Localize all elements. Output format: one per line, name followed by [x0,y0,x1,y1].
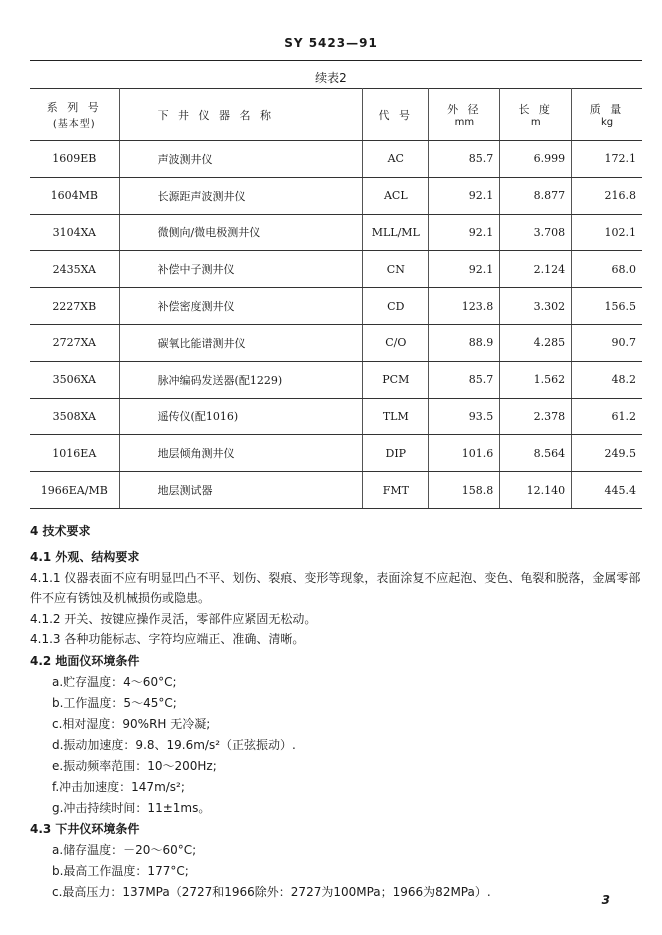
cell-series: 3508XA [30,398,119,435]
cell-code: MLL/ML [363,214,429,251]
cell-od: 123.8 [429,288,500,325]
cell-name: 补偿中子测井仪 [119,251,363,288]
section-4-1-2: 4.1.2 开关、按键应操作灵活，零部件应紧固无松动。 [30,612,317,626]
section-4-2-item-a: a.贮存温度：4～60°C; [52,675,177,689]
table-row [30,324,642,361]
cell-mass: 68.0 [572,251,642,288]
cell-name: 碳氧比能谱测井仪 [119,324,363,361]
header-series-sub: (基本型) [52,119,96,130]
section-4-1-1: 4.1.1 仪器表面不应有明显凹凸不平、划伤、裂痕、变形等现象，表面涂复不应起泡、变色、龟裂和脱落，金属零部件不应有锈蚀及机械损伤或隐患。 [30,571,641,605]
section-4-3-item-b: b.最高工作温度：177°C; [52,864,189,878]
cell-mass: 61.2 [572,398,642,435]
cell-od: 92.1 [429,177,500,214]
table-row [30,251,642,288]
section-4-1-heading: 4.1 外观、结构要求 [30,550,140,564]
cell-mass: 249.5 [572,435,642,472]
header-len-label: 长 度 [518,103,553,116]
cell-name: 地层测试器 [119,472,363,509]
cell-code: TLM [363,398,429,435]
cell-mass: 90.7 [572,324,642,361]
cell-series: 1609EB [30,141,119,178]
cell-code: CN [363,251,429,288]
page-number: 3 [601,893,610,907]
cell-series: 3506XA [30,361,119,398]
section-4-2-item-b: b.工作温度：5～45°C; [52,696,177,710]
cell-series: 2435XA [30,251,119,288]
header-mass [572,89,642,141]
cell-code: PCM [363,361,429,398]
cell-od: 85.7 [429,141,500,178]
cell-code: ACL [363,177,429,214]
header-od [429,89,500,141]
cell-mass: 48.2 [572,361,642,398]
cell-mass: 172.1 [572,141,642,178]
cell-len: 6.999 [500,141,572,178]
section-4-2-item-d: d.振动加速度：9.8、19.6m/s²（正弦振动）. [52,738,296,752]
cell-len: 2.378 [500,398,572,435]
cell-name: 补偿密度测井仪 [119,288,363,325]
table-row [30,288,642,325]
header-rule [30,60,642,61]
section-4-1-3: 4.1.3 各种功能标志、字符均应端正、准确、清晰。 [30,632,305,646]
table-row [30,398,642,435]
header-od-label: 外 径 [447,103,482,116]
document-header: SY 5423—91 [284,36,378,50]
cell-code: DIP [363,435,429,472]
section-4-2-item-g: g.冲击持续时间：11±1ms。 [52,801,211,815]
table-row [30,141,642,178]
table-row [30,361,642,398]
header-len [500,89,572,141]
header-code [363,89,429,141]
cell-series: 2727XA [30,324,119,361]
cell-len: 12.140 [500,472,572,509]
header-series-label: 系 列 号 [46,101,102,114]
table-row [30,214,642,251]
cell-len: 8.564 [500,435,572,472]
header-code-label: 代 号 [378,108,414,122]
cell-od: 101.6 [429,435,500,472]
table-header-row [30,89,642,141]
cell-len: 1.562 [500,361,572,398]
section-4-2-heading: 4.2 地面仪环境条件 [30,654,140,668]
header-series [30,89,119,141]
table-caption: 续表2 [315,71,347,85]
header-od-unit: mm [454,117,475,128]
cell-mass: 102.1 [572,214,642,251]
cell-series: 3104XA [30,214,119,251]
cell-series: 1966EA/MB [30,472,119,509]
table-row [30,435,642,472]
cell-code: AC [363,141,429,178]
section-4-3-item-a: a.储存温度：－20～60°C; [52,843,197,857]
cell-name: 微侧向/微电极测井仪 [119,214,363,251]
cell-len: 3.708 [500,214,572,251]
cell-mass: 216.8 [572,177,642,214]
cell-name: 脉冲编码发送器(配1229) [119,361,363,398]
section-4-3-heading: 4.3 下井仪环境条件 [30,822,140,836]
section-4-2-item-e: e.振动频率范围：10～200Hz; [52,759,217,773]
header-len-unit: m [530,117,541,128]
cell-od: 85.7 [429,361,500,398]
header-name-label: 下 井 仪 器 名 称 [157,108,275,122]
header-name [119,89,363,141]
header-mass-label: 质 量 [589,103,625,116]
cell-od: 92.1 [429,251,500,288]
cell-len: 2.124 [500,251,572,288]
cell-od: 88.9 [429,324,500,361]
section-4-3-item-c: c.最高压力：137MPa（2727和1966除外：2727为100MPa；1966为82MPa）. [52,885,491,899]
cell-len: 3.302 [500,288,572,325]
section-4-heading: 4 技术要求 [30,524,91,538]
header-mass-unit: kg [600,117,614,128]
cell-name: 长源距声波测井仪 [119,177,363,214]
cell-series: 1604MB [30,177,119,214]
cell-name: 声波测井仪 [119,141,363,178]
cell-mass: 156.5 [572,288,642,325]
cell-len: 4.285 [500,324,572,361]
cell-series: 2227XB [30,288,119,325]
cell-name: 遥传仪(配1016) [119,398,363,435]
cell-code: C/O [363,324,429,361]
table-row [30,472,642,509]
cell-series: 1016EA [30,435,119,472]
table-row [30,177,642,214]
instrument-table [30,88,642,509]
cell-code: FMT [363,472,429,509]
cell-name: 地层倾角测井仪 [119,435,363,472]
section-4-2-item-c: c.相对湿度：90%RH 无冷凝; [52,717,211,731]
cell-od: 158.8 [429,472,500,509]
cell-code: CD [363,288,429,325]
cell-mass: 445.4 [572,472,642,509]
section-4-2-item-f: f.冲击加速度：147m/s²; [52,780,185,794]
cell-len: 8.877 [500,177,572,214]
cell-od: 93.5 [429,398,500,435]
cell-od: 92.1 [429,214,500,251]
